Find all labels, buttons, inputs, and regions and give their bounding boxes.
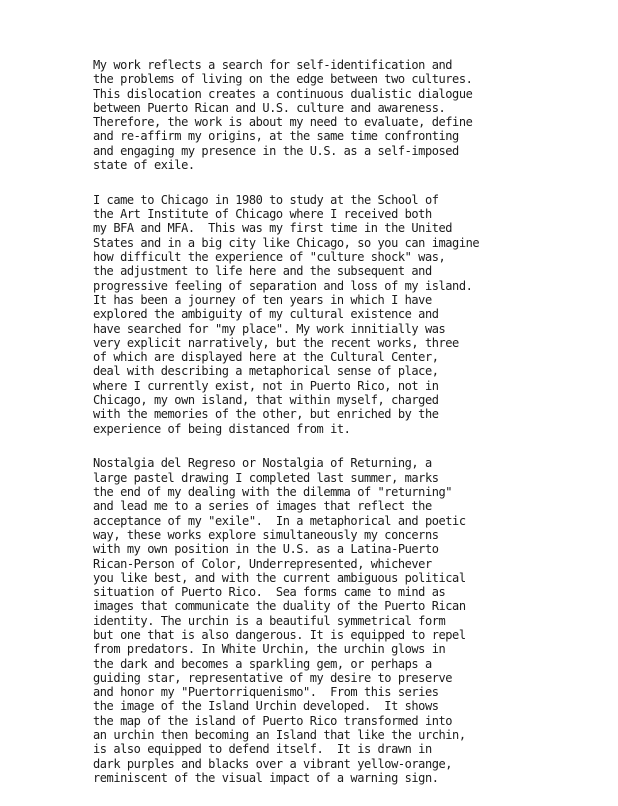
text-line: very explicit narratively, but the recent works, three: [93, 335, 459, 350]
text-line: how difficult the experience of "culture shock" was,: [93, 250, 446, 265]
paragraph-2: [93, 193, 533, 436]
text-line: but one that is also dangerous. It is equipped to repel: [93, 627, 466, 642]
text-line: of which are displayed here at the Cultural Center,: [93, 350, 439, 365]
paragraph-1: [93, 58, 533, 172]
text-line: have searched for "my place". My work innitially was: [93, 321, 446, 336]
text-line: and re-affirm my origins, at the same time confronting: [93, 129, 459, 144]
text-line: my BFA and MFA. This was my first time in the United: [93, 221, 453, 236]
text-line: Rican-Person of Color, Underrepresented, whichever: [93, 556, 432, 571]
text-line: between Puerto Rican and U.S. culture and awareness.: [93, 100, 446, 115]
text-line: reminiscent of the visual impact of a warning sign.: [93, 770, 439, 785]
text-line: you like best, and with the current ambiguous political: [93, 570, 466, 585]
text-line: the end of my dealing with the dilemma of "returning": [93, 485, 453, 500]
text-line: an urchin then becoming an Island that like the urchin,: [93, 728, 466, 743]
paragraph-3: [93, 456, 533, 785]
text-line: guiding star, representative of my desire to preserve: [93, 670, 453, 685]
text-line: with my own position in the U.S. as a Latina-Puerto: [93, 542, 439, 557]
text-line: the dark and becomes a sparkling gem, or perhaps a: [93, 656, 432, 671]
text-line: the Art Institute of Chicago where I received both: [93, 207, 432, 222]
text-line: way, these works explore simultaneously my concerns: [93, 527, 439, 542]
text-line: where I currently exist, not in Puerto Rico, not in: [93, 378, 439, 393]
text-line: My work reflects a search for self-identification and: [93, 58, 453, 72]
text-line: situation of Puerto Rico. Sea forms came to mind as: [93, 585, 446, 600]
text-line: acceptance of my "exile". In a metaphorical and poetic: [93, 513, 466, 528]
text-line: progressive feeling of separation and loss of my island.: [93, 278, 473, 293]
text-line: and honor my "Puertorriquenismo". From this series: [93, 685, 439, 700]
text-line: Chicago, my own island, that within myself, charged: [93, 393, 439, 408]
text-line: It has been a journey of ten years in which I have: [93, 292, 432, 307]
text-line: images that communicate the duality of the Puerto Rican: [93, 599, 466, 614]
text-line: dark purples and blacks over a vibrant yellow-orange,: [93, 756, 453, 771]
text-line: the image of the Island Urchin developed. It shows: [93, 699, 439, 714]
text-line: experience of being distanced from it.: [93, 421, 351, 436]
text-line: with the memories of the other, but enriched by the: [93, 407, 439, 422]
text-line: the problems of living on the edge between two cultures.: [93, 72, 473, 87]
text-line: identity. The urchin is a beautiful symmetrical form: [93, 613, 446, 628]
text-line: This dislocation creates a continuous dualistic dialogue: [93, 86, 473, 101]
text-line: Therefore, the work is about my need to evaluate, define: [93, 115, 473, 130]
text-line: and lead me to a series of images that reflect the: [93, 499, 432, 514]
text-line: state of exile.: [93, 158, 195, 173]
text-line: the adjustment to life here and the subsequent and: [93, 264, 432, 279]
text-line: explored the ambiguity of my cultural existence and: [93, 307, 439, 322]
text-line: Nostalgia del Regreso or Nostalgia of Returning, a: [93, 456, 432, 471]
text-line: large pastel drawing I completed last summer, marks: [93, 470, 439, 485]
text-line: States and in a big city like Chicago, so you can imagine: [93, 235, 480, 250]
text-line: deal with describing a metaphorical sense of place,: [93, 364, 439, 379]
text-line: is also equipped to defend itself. It is drawn in: [93, 742, 432, 757]
text-line: the map of the island of Puerto Rico transformed into: [93, 713, 453, 728]
text-line: from predators. In White Urchin, the urchin glows in: [93, 642, 446, 657]
text-line: I came to Chicago in 1980 to study at the School of: [93, 192, 439, 207]
document-body: [93, 58, 533, 806]
text-line: and engaging my presence in the U.S. as a self-imposed: [93, 143, 459, 158]
